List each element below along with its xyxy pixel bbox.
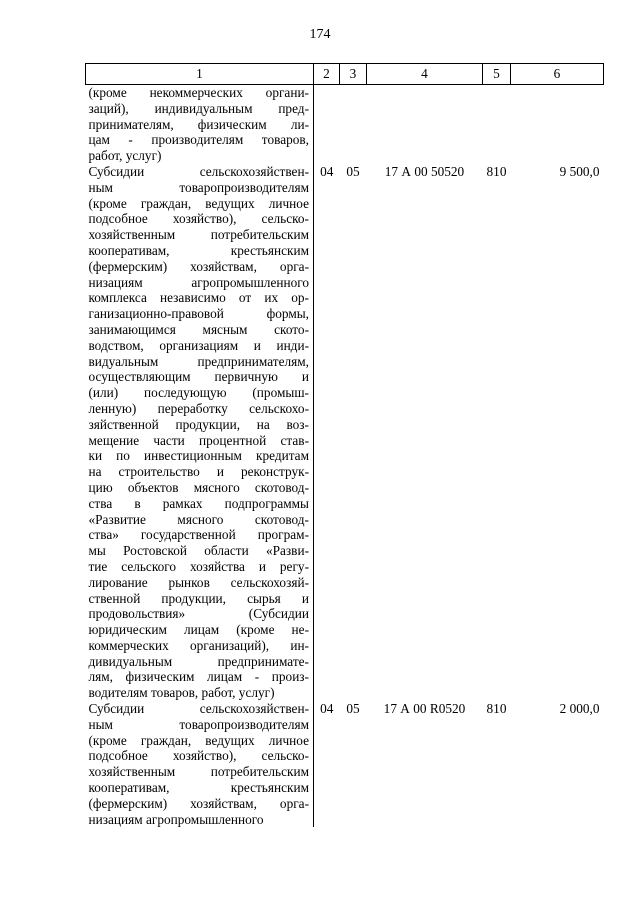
table-header-row <box>86 64 604 85</box>
description-line: юридическим лицам (кроме не- <box>88 622 309 638</box>
description-line: дивидуальным предпринимате- <box>88 653 309 669</box>
description-line: на строительство и реконструк- <box>88 464 309 480</box>
description-line: (кроме некоммерческих органи- <box>88 85 309 100</box>
description-line: принимателям, физическим ли- <box>88 116 309 132</box>
amount <box>511 85 604 164</box>
description-line: ным товаропроизводителям <box>88 716 309 732</box>
column-header-6: 6 <box>511 64 604 85</box>
budget-table <box>85 63 604 827</box>
description-line: ственной продукции, сырья и <box>88 590 309 606</box>
description-line: хозяйственным потребительским <box>88 764 309 780</box>
description-line: кооперативам, крестьянским <box>88 780 309 796</box>
section-code: 04 <box>320 163 334 179</box>
description-line: (фермерским) хозяйствам, орга- <box>88 795 309 811</box>
row-description <box>86 164 314 701</box>
expense-type-code: 810 <box>486 163 507 179</box>
description-line: осуществляющим первичную и <box>88 369 309 385</box>
table-row <box>86 85 604 164</box>
description-line: ным товаропроизводителям <box>88 179 309 195</box>
description-line: тие сельского хозяйства и регу- <box>88 558 309 574</box>
description-line: (или) последующую (промыш- <box>88 385 309 401</box>
subsection-code: 05 <box>346 163 360 179</box>
section-code <box>314 85 340 164</box>
description-line: (кроме граждан, ведущих личное <box>88 732 309 748</box>
description-line: цию объектов мясного скотовод- <box>88 479 309 495</box>
description-line: ства» государственной програм- <box>88 527 309 543</box>
expense-type-code <box>483 85 511 164</box>
description-line: видуальным предпринимателям, <box>88 353 309 369</box>
description-line: комплекса независимо от их ор- <box>88 290 309 306</box>
description-line: хозяйственным потребительским <box>88 227 309 243</box>
description-line: заций), индивидуальным пред- <box>88 100 309 116</box>
column-header-1: 1 <box>86 64 314 85</box>
row-description <box>86 85 314 164</box>
table-row <box>86 701 604 827</box>
column-header-4: 4 <box>367 64 483 85</box>
description-line: водителям товаров, работ, услуг) <box>88 685 275 701</box>
description-line: кооперативам, крестьянским <box>88 242 309 258</box>
description-line: ганизационно-правовой формы, <box>88 306 309 322</box>
description-line: низациям агропромышленного <box>88 274 309 290</box>
expense-type-code: 810 <box>486 701 507 717</box>
description-line: подсобное хозяйство), сельско- <box>88 211 309 227</box>
description-line: (фермерским) хозяйствам, орга- <box>88 258 309 274</box>
description-line: продовольствия» (Субсидии <box>88 606 309 622</box>
description-line: лирование рынков сельскохозяй- <box>88 574 309 590</box>
description-line: мы Ростовской области «Разви- <box>88 543 309 559</box>
page-number: 174 <box>309 27 331 42</box>
description-line: Субсидии сельскохозяйствен- <box>88 163 309 179</box>
description-line: зяйственной продукции, на воз- <box>88 416 309 432</box>
target-article-code: 17 А 00 50520 <box>384 163 465 179</box>
description-line: «Развитие мясного скотовод- <box>88 511 309 527</box>
description-line: цам - производителям товаров, <box>88 132 309 148</box>
column-header-2: 2 <box>314 64 340 85</box>
description-line: водством, организациям и инди- <box>88 337 309 353</box>
description-line: коммерческих организаций), ин- <box>88 637 309 653</box>
description-line: низациям агропромышленного <box>88 811 264 827</box>
amount: 9 500,0 <box>559 163 600 179</box>
description-line: ства в рамках подпрограммы <box>88 495 309 511</box>
description-line: лям, физическим лицам - произ- <box>88 669 309 685</box>
description-line: ки по инвестиционным кредитам <box>88 448 309 464</box>
target-article-code: 17 А 00 R0520 <box>383 701 466 717</box>
section-code: 04 <box>320 701 334 717</box>
description-line: ленную) переработку сельскохо- <box>88 400 309 416</box>
subsection-code: 05 <box>346 701 360 717</box>
description-line: работ, услуг) <box>88 148 162 164</box>
row-description <box>86 701 314 827</box>
description-line: Субсидии сельскохозяйствен- <box>88 701 309 717</box>
description-line: (кроме граждан, ведущих личное <box>88 195 309 211</box>
description-line: занимающимся мясным ското- <box>88 321 309 337</box>
description-line: мещение части процентной став- <box>88 432 309 448</box>
amount: 2 000,0 <box>559 701 600 717</box>
description-line: подсобное хозяйство), сельско- <box>88 748 309 764</box>
column-header-3: 3 <box>340 64 367 85</box>
subsection-code <box>340 85 367 164</box>
column-header-5: 5 <box>483 64 511 85</box>
table-row <box>86 164 604 701</box>
target-article-code <box>367 85 483 164</box>
